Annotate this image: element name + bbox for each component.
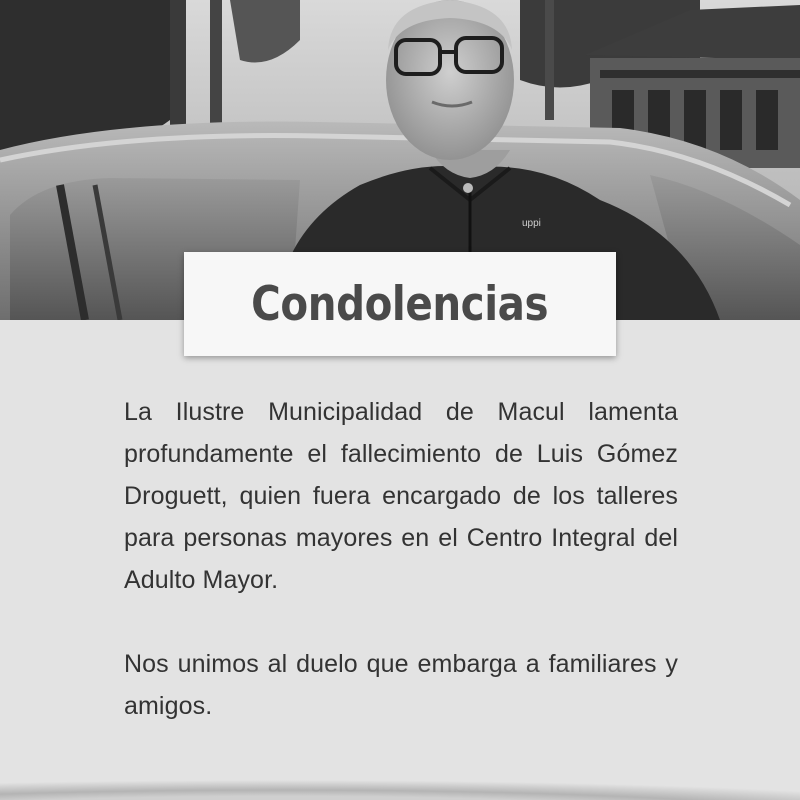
title-plate [184, 252, 616, 356]
message-paragraph-1: La Ilustre Municipalidad de Macul lamenta profundamente el fallecimiento de Luis Gómez Droguett, quien fuera encargado de los talleres para personas mayores en el Centro Integral del Adulto Mayor. [124, 398, 678, 594]
page-title: Condolencias [251, 276, 549, 332]
jacket-logo: uppi [522, 218, 541, 229]
decorative-arc [0, 760, 800, 800]
condolence-message [124, 391, 678, 727]
message-paragraph-2: Nos unimos al duelo que embarga a familiares y amigos. [124, 650, 678, 720]
